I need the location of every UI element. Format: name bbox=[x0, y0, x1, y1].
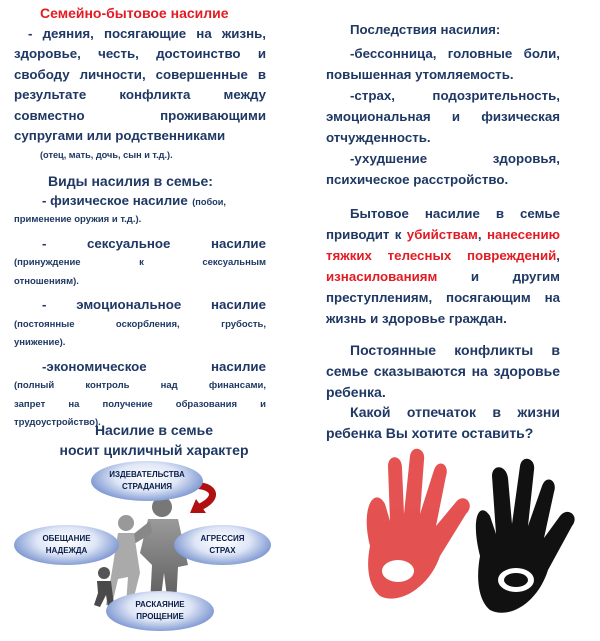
cycle-heading bbox=[14, 420, 294, 460]
cycle-heading-line: носит цикличный характер bbox=[59, 442, 249, 458]
definition-line: здоровье, честь, достоинство и bbox=[14, 46, 266, 62]
consequence-line: эмоциональная и физическая bbox=[326, 109, 560, 124]
question-text: Какой отпечаток в жизни ребенка Вы хотите оставить? bbox=[326, 404, 560, 441]
economic-note: трудоустройство). bbox=[14, 417, 101, 429]
types-heading: Виды насилия в семье: bbox=[48, 173, 213, 189]
consequence-line: -бессонница, головные боли, bbox=[350, 46, 560, 61]
physical-item bbox=[14, 191, 266, 211]
conflicts-text: Постоянные конфликты в семье сказываются на здоровье ребенка. bbox=[326, 342, 560, 400]
definition-line: результате конфликта между bbox=[14, 87, 266, 103]
cycle-heading-line: Насилие в семье bbox=[94, 422, 214, 438]
economic-note: запрет на получение образования и bbox=[14, 398, 266, 410]
consequences-title: Последствия насилия: bbox=[350, 22, 501, 37]
text-part: Бытовое насилие в семье приводит к bbox=[326, 206, 560, 242]
cycle-top bbox=[91, 461, 203, 501]
physical-title: - физическое насилие bbox=[42, 193, 188, 208]
consequence-line: повышенная утомляемость. bbox=[326, 67, 514, 82]
consequence-line: -ухудшение здоровья, bbox=[350, 151, 560, 166]
cycle-left bbox=[14, 525, 119, 565]
sexual-title: - сексуальное насилие bbox=[42, 235, 266, 251]
title: Семейно-бытовое насилие bbox=[40, 5, 229, 21]
emotional-title: - эмоциональное насилие bbox=[42, 297, 266, 313]
consequence-line: психическое расстройство. bbox=[326, 172, 509, 187]
cycle-right bbox=[174, 525, 271, 565]
handprints-icon bbox=[330, 446, 580, 636]
highlight: убийствам bbox=[406, 227, 478, 242]
physical-note: применение оружия и т.д.). bbox=[14, 214, 142, 226]
emotional-note: унижение). bbox=[14, 337, 66, 349]
consequence-line: -страх, подозрительность, bbox=[350, 88, 560, 103]
cycle-bottom bbox=[106, 591, 214, 631]
consequences-list bbox=[326, 43, 560, 190]
physical-note-inline: (побои, bbox=[192, 197, 226, 207]
text-part: , bbox=[556, 248, 560, 263]
types-list bbox=[14, 191, 266, 433]
definition-line: супругами или родственниками bbox=[14, 128, 226, 144]
domestic-violence-text bbox=[326, 203, 560, 329]
text-part: и другим преступлениям, посягающим на жизнь и здоровье граждан. bbox=[326, 269, 560, 326]
consequence-line: отчужденность. bbox=[326, 130, 431, 145]
definition-line: свободу личности, совершенные в bbox=[14, 66, 266, 82]
definition-note: (отец, мать, дочь, сын и т.д.). bbox=[40, 150, 173, 161]
cycle-label: СТРАХ bbox=[209, 546, 236, 555]
emotional-note: (постоянные оскорбления, грубость, bbox=[14, 318, 266, 330]
cycle-label: ИЗДЕВАТЕЛЬСТВА bbox=[109, 470, 185, 479]
sexual-note: (принуждение к сексуальным bbox=[14, 257, 266, 269]
economic-note: (полный контроль над финансами, bbox=[14, 380, 266, 392]
cycle-label: ОБЕЩАНИЕ bbox=[42, 534, 91, 543]
cycle-label: АГРЕССИЯ bbox=[200, 534, 245, 543]
highlight: нанесению тяжких телесных повреждений bbox=[326, 227, 560, 263]
cycle-label: НАДЕЖДА bbox=[45, 546, 88, 555]
sexual-note: отношениям). bbox=[14, 275, 79, 287]
cycle-label: ПРОЩЕНИЕ bbox=[136, 612, 184, 621]
definition-line: совместно проживающими bbox=[14, 107, 266, 123]
text-part: , bbox=[477, 227, 487, 242]
highlight: изнасилованиям bbox=[326, 269, 438, 284]
cycle-label: РАСКАЯНИЕ bbox=[135, 600, 185, 609]
cycle-label: СТРАДАНИЯ bbox=[122, 482, 172, 491]
definition-line: - деяния, посягающие на жизнь, bbox=[28, 26, 266, 41]
definition bbox=[14, 24, 266, 163]
economic-title: -экономическое насилие bbox=[42, 358, 266, 374]
cycle-diagram bbox=[0, 455, 300, 641]
